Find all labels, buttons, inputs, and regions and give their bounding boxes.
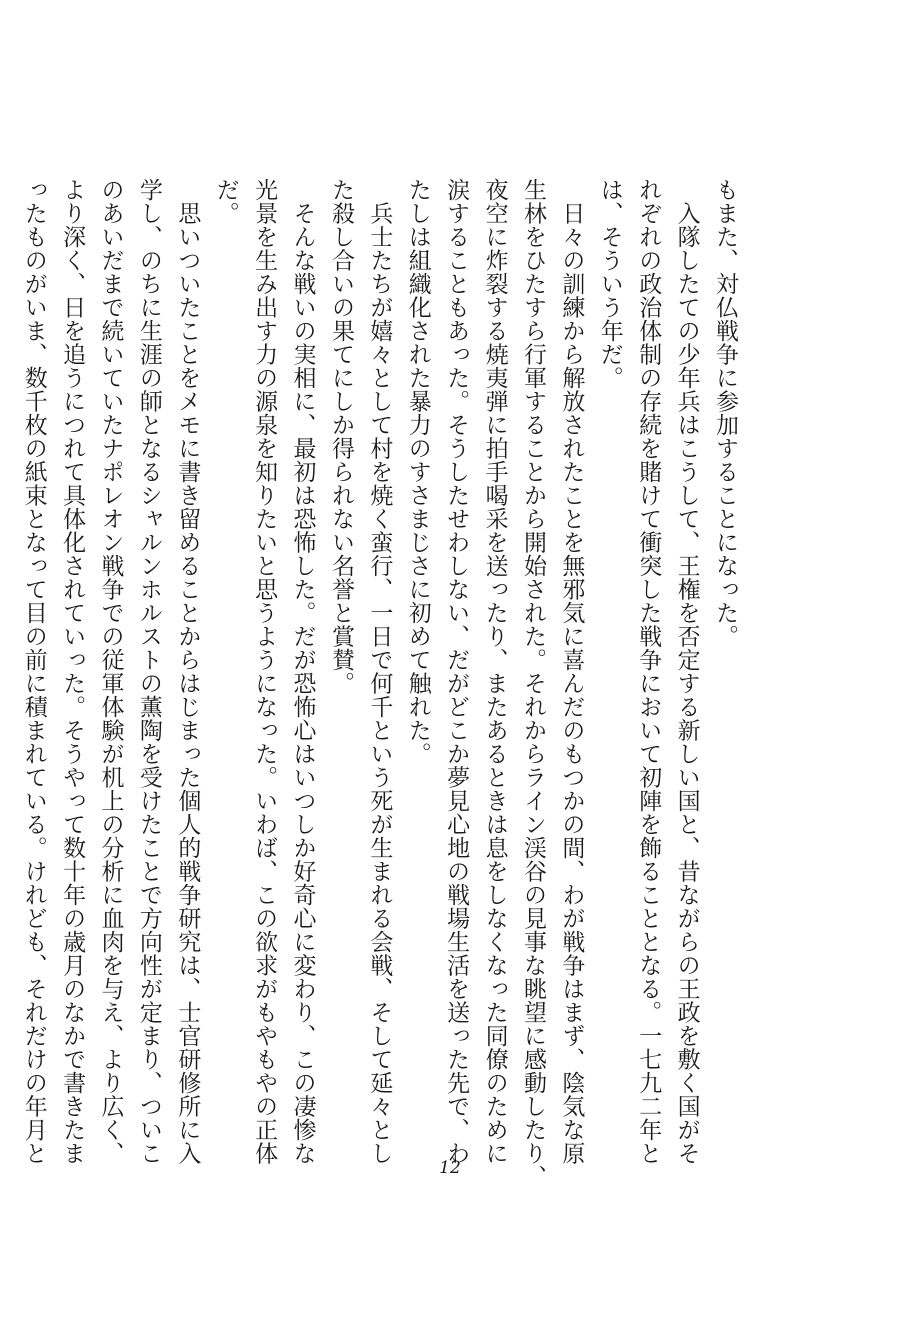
text-line: 思いついたことをメモに書き留めることからはじまった個人的戦争研究は、士官研修所に入 [174, 178, 201, 1165]
text-line: れぞれの政治体制の存続を賭けて衝突した戦争において初陣を飾ることとなる。一七九二年と [635, 178, 662, 1165]
text-line: 光景を生み出す力の源泉を知りたいと思うようになった。いわば、この欲求がもやもやの正体 [251, 178, 278, 1165]
text-line: は、そういう年だ。 [596, 178, 623, 390]
text-line: だ。 [212, 178, 239, 225]
text-line: そんな戦いの実相に、最初は恐怖した。だが恐怖心はいつしか好奇心に変わり、この凄惨な [289, 178, 316, 1165]
text-line: 生林をひたすら行軍することから開始された。それからライン渓谷の見事な眺望に感動したり、 [519, 178, 546, 1189]
text-line: た殺し合いの果てにしか得られない名誉と賞賛。 [327, 178, 354, 695]
text-line: 日々の訓練から解放されたことを無邪気に喜んだのもつかの間、わが戦争はまず、陰気な原 [558, 178, 585, 1165]
page-number: 12 [439, 1158, 461, 1178]
text-line: もまた、対仏戦争に参加することになった。 [712, 178, 738, 648]
text-line: より深く、日を追うにつれて具体化されていった。そうやって数十年の歳月のなかで書きたま [59, 178, 86, 1165]
text-line: たしは組織化された暴力のすさまじさに初めて触れた。 [404, 178, 431, 766]
text-line: 夜空に炸裂する焼夷弾に拍手喝采を送ったり、またあるときは息をしなくなった同僚のために [481, 178, 508, 1165]
text-line: 涙することもあった。そうしたせわしない、だがどこか夢見心地の戦場生活を送った先で、わ [443, 178, 470, 1165]
text-line: 学し、のちに生涯の師となるシャルンホルストの薫陶を受けたことで方向性が定まり、ついこ [135, 178, 162, 1165]
text-line: ったものがいま、数千枚の紙束となって目の前に積まれている。けれども、それだけの年月と [20, 178, 47, 1165]
text-line: のあいだまで続いていたナポレオン戦争での従軍体験が机上の分析に血肉を与え、より広く、 [97, 178, 124, 1165]
text-line: 入隊したての少年兵はこうして、王権を否定する新しい国と、昔ながらの王政を敷く国がそ [673, 178, 700, 1165]
text-line: 兵士たちが嬉々として村を焼く蛮行、一日で何千という死が生まれる会戦、そして延々とし [366, 178, 393, 1165]
